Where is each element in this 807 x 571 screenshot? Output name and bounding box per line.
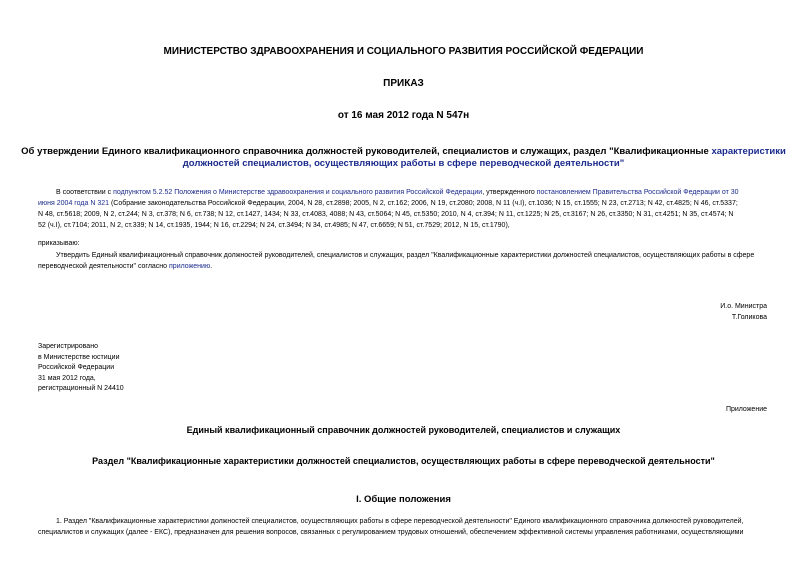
title-link-1[interactable]: характеристики: [711, 146, 786, 157]
approve-line2: [38, 261, 212, 272]
registration-line5: регистрационный N 24410: [38, 385, 124, 392]
preamble-text: , утвержденного: [482, 189, 537, 196]
ministry-heading: МИНИСТЕРСТВО ЗДРАВООХРАНЕНИЯ И СОЦИАЛЬНОГО РАЗВИТИЯ РОССИЙСКОЙ ФЕДЕРАЦИИ: [163, 46, 644, 57]
signature-name: Т.Голикова: [731, 314, 767, 321]
preamble-line4: 52 (ч.I), ст.7104; 2011, N 2, ст.339; N 14, ст.1935, 1944; N 16, ст.2294; N 24, ст.3494; N 34, ст.4985; N 47, ст.6659; N 51, ст.7529; 2012, N 15, ст.1790),: [38, 222, 510, 229]
chapter-heading: I. Общие положения: [356, 494, 451, 505]
title-link-2[interactable]: должностей специалистов, осуществляющих работы в сфере переводческой деятельности": [182, 158, 625, 169]
section-heading: Раздел "Квалификационные характеристики должностей специалистов, осуществляющих работы в сфере переводческой деятельности": [92, 456, 715, 466]
signature-position: И.о. Министра: [720, 303, 767, 310]
appendix-heading: Единый квалификационный справочник должностей руководителей, специалистов и служащих: [186, 425, 621, 435]
registration-line3: Российской Федерации: [38, 364, 115, 371]
approve-text-end: .: [210, 263, 213, 270]
appendix-link[interactable]: приложению: [169, 263, 211, 270]
doc-type-heading: ПРИКАЗ: [383, 78, 424, 89]
appendix-label: Приложение: [725, 406, 767, 413]
approve-text: переводческой деятельности" согласно: [38, 263, 170, 270]
order-date: от 16 мая 2012 года N 547н: [337, 110, 470, 121]
order-word: приказываю:: [38, 240, 80, 247]
approve-line1: Утвердить Единый квалификационный справочник должностей руководителей, специалистов и служащих, раздел "Квалификационные характеристики должностей специалистов, осуществляющих работы в сфере: [56, 252, 755, 259]
preamble-text: В соответствии с: [56, 189, 114, 196]
order-title-line1: [0, 146, 807, 157]
preamble-link-date[interactable]: июня 2004 года N 321: [38, 200, 110, 207]
title-text: Об утверждении Единого квалификационного справочника должностей руководителей, специалистов и служащих, раздел "Квалификационные: [21, 146, 712, 157]
preamble-link-resolution[interactable]: постановлением Правительства Российской Федерации от 30: [536, 189, 739, 196]
registration-line1: Зарегистрировано: [38, 343, 98, 350]
paragraph1-line2: специалистов и служащих (далее - ЕКС), предназначен для решения вопросов, связанных с регулированием трудовых отношений, обеспечением эффективной системы управления работниками, осуществляющими: [38, 529, 744, 536]
order-title-line2: [0, 158, 807, 169]
preamble-text: (Собрание законодательства Российской Федерации, 2004, N 28, ст.2898; 2005, N 2, ст.162; 2006, N 19, ст.2080; 2008, N 11 (ч.I), ст.1036; N 15, ст.1555; N 23, ст.2713; N 42, ст.4825; N 46, ст.5337;: [109, 200, 738, 207]
registration-line2: в Министерстве юстиции: [38, 354, 120, 361]
preamble-link-regulation[interactable]: подпунктом 5.2.52 Положения о Министерстве здравоохранения и социального развития Российской Федерации: [113, 189, 483, 196]
registration-line4: 31 мая 2012 года,: [38, 375, 96, 382]
preamble-line1: [56, 187, 739, 198]
preamble-line3: N 48, ст.5618; 2009, N 2, ст.244; N 3, ст.378; N 6, ст.738; N 12, ст.1427, 1434; N 33, ст.4083, 4088; N 43, ст.5064; N 45, ст.5350; 2010, N 4, ст.394; N 11, ст.1225; N 25, ст.3167; N 26, ст.3350; N 31, ст.4251; N 35, ст.4574; N: [38, 211, 734, 218]
paragraph1-line1: 1. Раздел "Квалификационные характеристики должностей специалистов, осуществляющих работы в сфере переводческой деятельности" Единого квалификационного справочника должностей руководителей,: [56, 518, 744, 525]
preamble-line2: [38, 198, 738, 209]
